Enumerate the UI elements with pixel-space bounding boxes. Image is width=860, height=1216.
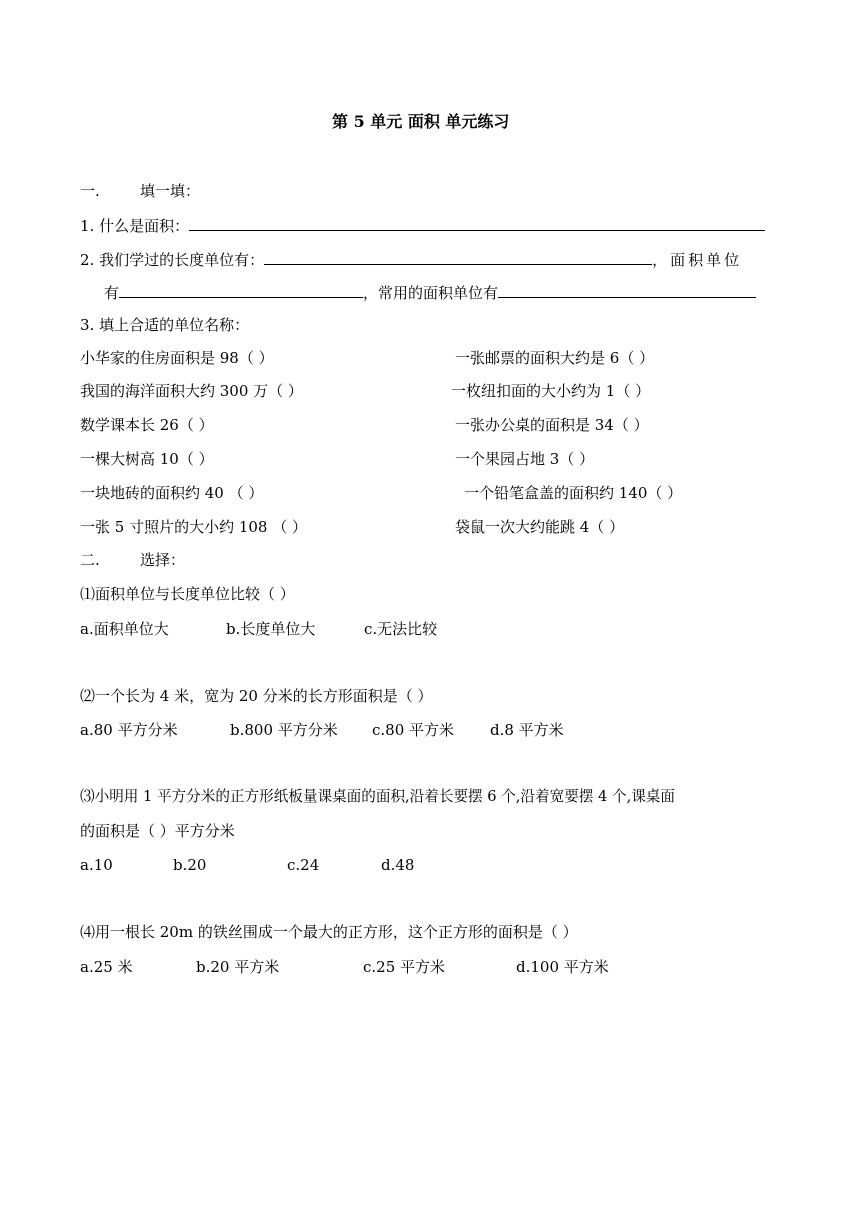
option[interactable]: c.24 [287,856,320,874]
question-1-2 [80,248,742,270]
option[interactable]: c.80 平方米 [372,721,455,739]
answer-blank[interactable] [119,281,363,298]
fill-item-right[interactable]: 一个铅笔盒盖的面积约 140（ ） [464,484,683,502]
fill-item-left[interactable]: 一张 5 寸照片的大小约 108 （ ） [80,518,308,536]
question-1-1-text: 1. 什么是面积： [80,217,190,235]
option[interactable]: d.48 [381,856,415,874]
section1-heading: 填一填： [140,182,201,200]
answer-blank[interactable] [189,214,765,231]
question-1-2-line2 [104,281,756,303]
option[interactable]: a.25 米 [80,958,133,976]
section2-heading: 选择： [140,551,186,569]
option[interactable]: b.长度单位大 [226,620,316,638]
question-1-2-text: ，常用的面积单位有 [363,284,499,302]
fill-item-left[interactable]: 一棵大树高 10（ ） [80,450,214,468]
fill-item-left[interactable]: 小华家的住房面积是 98（ ） [80,349,274,367]
option[interactable]: c.无法比较 [364,620,438,638]
question-1-3: 3. 填上合适的单位名称： [80,316,250,334]
fill-item-right[interactable]: 一枚纽扣面的大小约为 1（ ） [451,382,651,400]
question-2-3: ⑶小明用 1 平方分米的正方形纸板量课桌面的面积,沿着长要摆 6 个,沿着宽要摆 4 个,课桌面 [80,788,675,805]
question-2-4: ⑷用一根长 20m 的铁丝围成一个最大的正方形，这个正方形的面积是（ ） [80,923,578,941]
fill-item-right[interactable]: 一张办公桌的面积是 34（ ） [455,416,649,434]
option[interactable]: b.800 平方分米 [230,721,338,739]
question-2-1: ⑴面积单位与长度单位比较（ ） [80,585,295,603]
option[interactable]: d.8 平方米 [490,721,564,739]
option[interactable]: b.20 [173,856,207,874]
fill-item-right[interactable]: 袋鼠一次大约能跳 4（ ） [455,518,625,536]
question-1-1 [80,214,765,236]
section2-number: 二. [80,551,100,569]
fill-item-left[interactable]: 一块地砖的面积约 40 （ ） [80,484,264,502]
fill-item-right[interactable]: 一张邮票的面积大约是 6（ ） [455,349,655,367]
page-title: 第 5 单元 面积 单元练习 [332,112,510,131]
fill-item-left[interactable]: 数学课本长 26（ ） [80,416,214,434]
option[interactable]: d.100 平方米 [516,958,609,976]
question-2-3-line2: 的面积是（ ）平方分米 [80,822,235,840]
option[interactable]: a.80 平方分米 [80,721,178,739]
option[interactable]: a.面积单位大 [80,620,169,638]
option[interactable]: b.20 平方米 [196,958,280,976]
question-2-2: ⑵一个长为 4 米，宽为 20 分米的长方形面积是（ ） [80,687,433,705]
question-1-2-text: 有 [104,284,120,302]
question-1-2-text: ，面积单位 [652,251,743,269]
option[interactable]: c.25 平方米 [363,958,446,976]
fill-item-right[interactable]: 一个果园占地 3（ ） [455,450,595,468]
question-1-2-text: 2. 我们学过的长度单位有： [80,251,265,269]
fill-item-left[interactable]: 我国的海洋面积大约 300 万（ ） [80,382,303,400]
answer-blank[interactable] [498,281,756,298]
answer-blank[interactable] [264,248,652,265]
section1-number: 一. [80,182,100,200]
option[interactable]: a.10 [80,856,113,874]
